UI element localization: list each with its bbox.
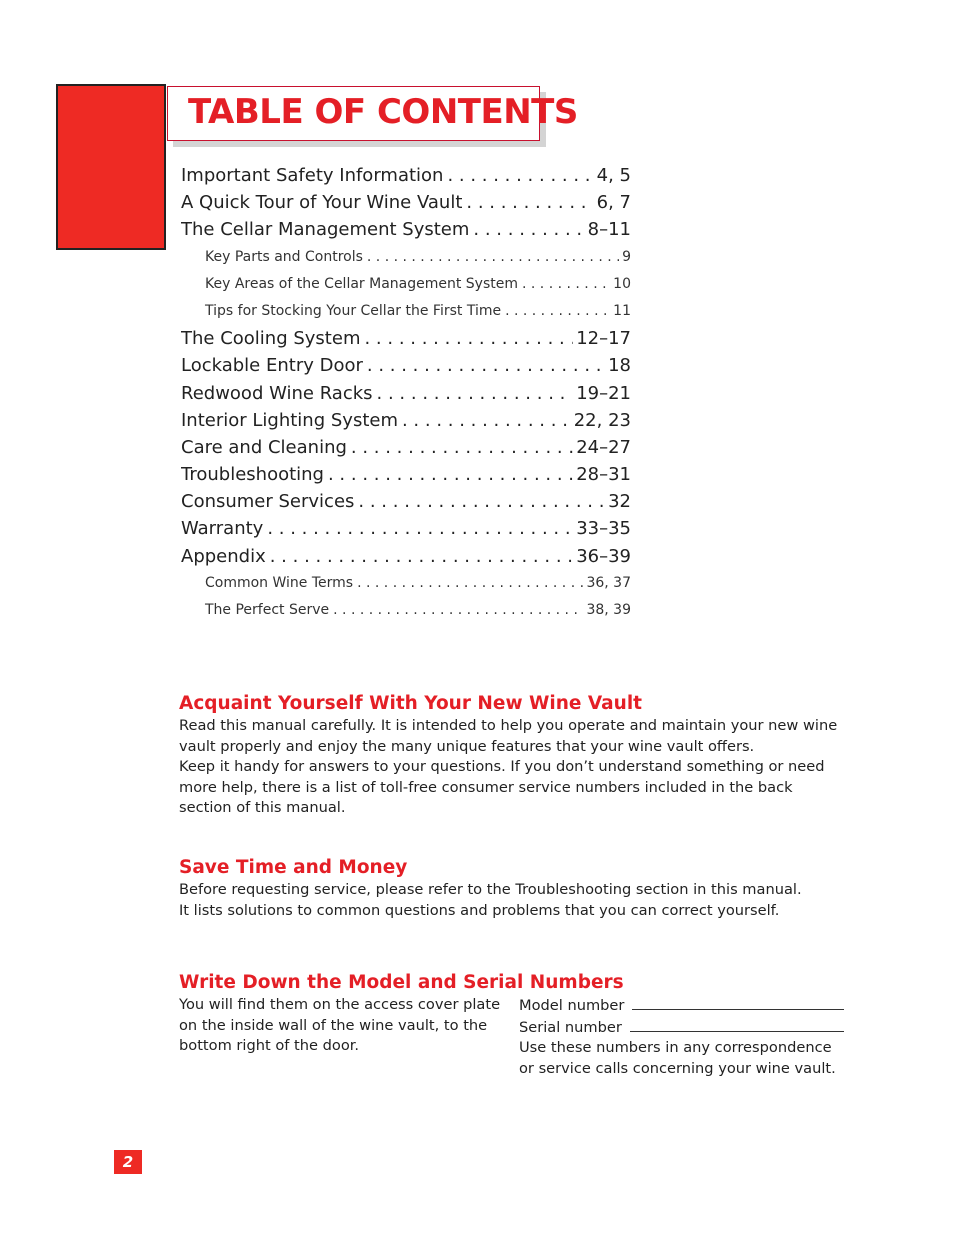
save-heading: Save Time and Money [179, 857, 408, 878]
correspondence-note: Use these numbers in any correspondence or service calls concerning your wine vault. [519, 1039, 836, 1077]
model-location-text: You will find them on the access cover plate on the inside wall of the wine vault, to the bottom right of the door. [179, 996, 501, 1055]
toc-entry-title: Important Safety Information [181, 165, 444, 186]
model-serial-columns [179, 995, 844, 1079]
toc-entry-page: 22, 23 [573, 409, 631, 431]
model-number-label: Model number [519, 997, 625, 1014]
model-number-field[interactable] [632, 995, 844, 1010]
red-accent-block [56, 84, 166, 250]
toc-entry-title: Warranty [181, 518, 264, 540]
toc-entry[interactable] [181, 461, 631, 488]
toc-entry-page: 36, 37 [586, 574, 631, 591]
toc-leader-dots [402, 407, 571, 434]
toc-entry-page: 28–31 [576, 464, 631, 486]
toc-entry-page: 36–39 [576, 545, 631, 567]
toc-entry-page: 18 [608, 355, 631, 377]
acquaint-heading: Acquaint Yourself With Your New Wine Vault [179, 693, 643, 714]
toc-subentry[interactable] [181, 298, 631, 325]
toc-leader-dots [328, 461, 573, 488]
toc-entry-title: A Quick Tour of Your Wine Vault [181, 192, 463, 214]
table-of-contents [181, 162, 631, 624]
toc-entry-title: Appendix [181, 545, 266, 567]
toc-entry-title: Troubleshooting [181, 464, 324, 486]
toc-leader-dots [505, 298, 610, 325]
acquaint-paragraph-1: Read this manual carefully. It is intended to help you operate and maintain your new wine vault properly and enjoy the many unique features that your wine vault offers. [179, 717, 838, 755]
serial-number-row [519, 1017, 844, 1039]
toc-entry-title: Interior Lighting System [181, 409, 398, 431]
toc-leader-dots [333, 597, 583, 624]
toc-entry-title: The Cooling System [181, 328, 361, 350]
toc-leader-dots [267, 515, 573, 542]
toc-entry-title: Lockable Entry Door [181, 355, 363, 377]
toc-entry[interactable] [181, 162, 631, 189]
serial-number-field[interactable] [630, 1017, 844, 1032]
toc-entry-page: 38, 39 [586, 602, 631, 618]
toc-entry-page: 11 [613, 302, 631, 319]
acquaint-paragraph-2: Keep it handy for answers to your questions. If you don’t understand something or need more help, there is a list of toll-free consumer service numbers included in the back section of this manual. [179, 758, 825, 817]
toc-entry-page: 24–27 [576, 436, 631, 458]
toc-entry-title: Care and Cleaning [181, 436, 347, 458]
acquaint-section [179, 692, 844, 819]
toc-entry-page: 32 [608, 491, 631, 513]
toc-subentry[interactable] [181, 570, 631, 597]
toc-leader-dots [358, 488, 605, 515]
toc-entry-page: 12–17 [576, 328, 631, 350]
toc-entry-page: 33–35 [576, 518, 631, 540]
toc-subentry[interactable] [181, 597, 631, 624]
toc-entry-title: Redwood Wine Racks [181, 382, 373, 404]
toc-entry-page: 4, 5 [596, 165, 631, 186]
toc-entry[interactable] [181, 407, 631, 434]
toc-entry-title: The Cellar Management System [181, 219, 470, 241]
toc-entry[interactable] [181, 352, 631, 379]
toc-entry-title: The Perfect Serve [205, 602, 330, 618]
toc-leader-dots [522, 271, 610, 298]
toc-entry[interactable] [181, 189, 631, 216]
toc-entry[interactable] [181, 488, 631, 515]
toc-leader-dots [377, 380, 574, 407]
toc-entry-title: Key Areas of the Cellar Management System [205, 275, 518, 292]
toc-leader-dots [364, 325, 573, 352]
model-serial-heading: Write Down the Model and Serial Numbers [179, 972, 624, 993]
toc-subentry[interactable] [181, 244, 631, 271]
toc-leader-dots [447, 162, 593, 189]
page-title: TABLE OF CONTENTS [188, 92, 578, 132]
save-paragraph-1: Before requesting service, please refer to the Troubleshooting section in this manual. [179, 881, 802, 898]
toc-entry-page: 19–21 [576, 382, 631, 404]
model-serial-section [179, 971, 844, 1079]
toc-leader-dots [357, 570, 583, 597]
toc-leader-dots [466, 189, 593, 216]
toc-entry-title: Key Parts and Controls [205, 248, 363, 265]
model-serial-fields [519, 995, 844, 1079]
toc-entry-title: Tips for Stocking Your Cellar the First Time [205, 302, 502, 319]
toc-leader-dots [270, 543, 573, 570]
save-paragraph-2: It lists solutions to common questions and problems that you can correct yourself. [179, 901, 780, 919]
toc-leader-dots [367, 244, 619, 271]
title-box [167, 86, 578, 141]
toc-entry-page: 8–11 [587, 219, 631, 241]
page-number-badge: 2 [114, 1150, 142, 1174]
toc-subentry[interactable] [181, 271, 631, 298]
toc-entry[interactable] [181, 325, 631, 352]
toc-entry-page: 9 [622, 248, 631, 265]
toc-entry-page: 10 [613, 275, 631, 292]
toc-entry[interactable] [181, 543, 631, 570]
toc-leader-dots [367, 352, 605, 379]
save-section [179, 856, 844, 921]
toc-entry-title: Consumer Services [181, 491, 355, 513]
toc-leader-dots [473, 216, 584, 243]
serial-number-label: Serial number [519, 1018, 622, 1036]
toc-leader-dots [351, 434, 573, 461]
toc-entry-title: Common Wine Terms [205, 574, 354, 591]
toc-entry-page: 6, 7 [596, 192, 631, 214]
toc-entry[interactable] [181, 380, 631, 407]
toc-entry[interactable] [181, 216, 631, 243]
toc-entry[interactable] [181, 434, 631, 461]
model-number-row [519, 995, 844, 1017]
toc-entry[interactable] [181, 515, 631, 542]
